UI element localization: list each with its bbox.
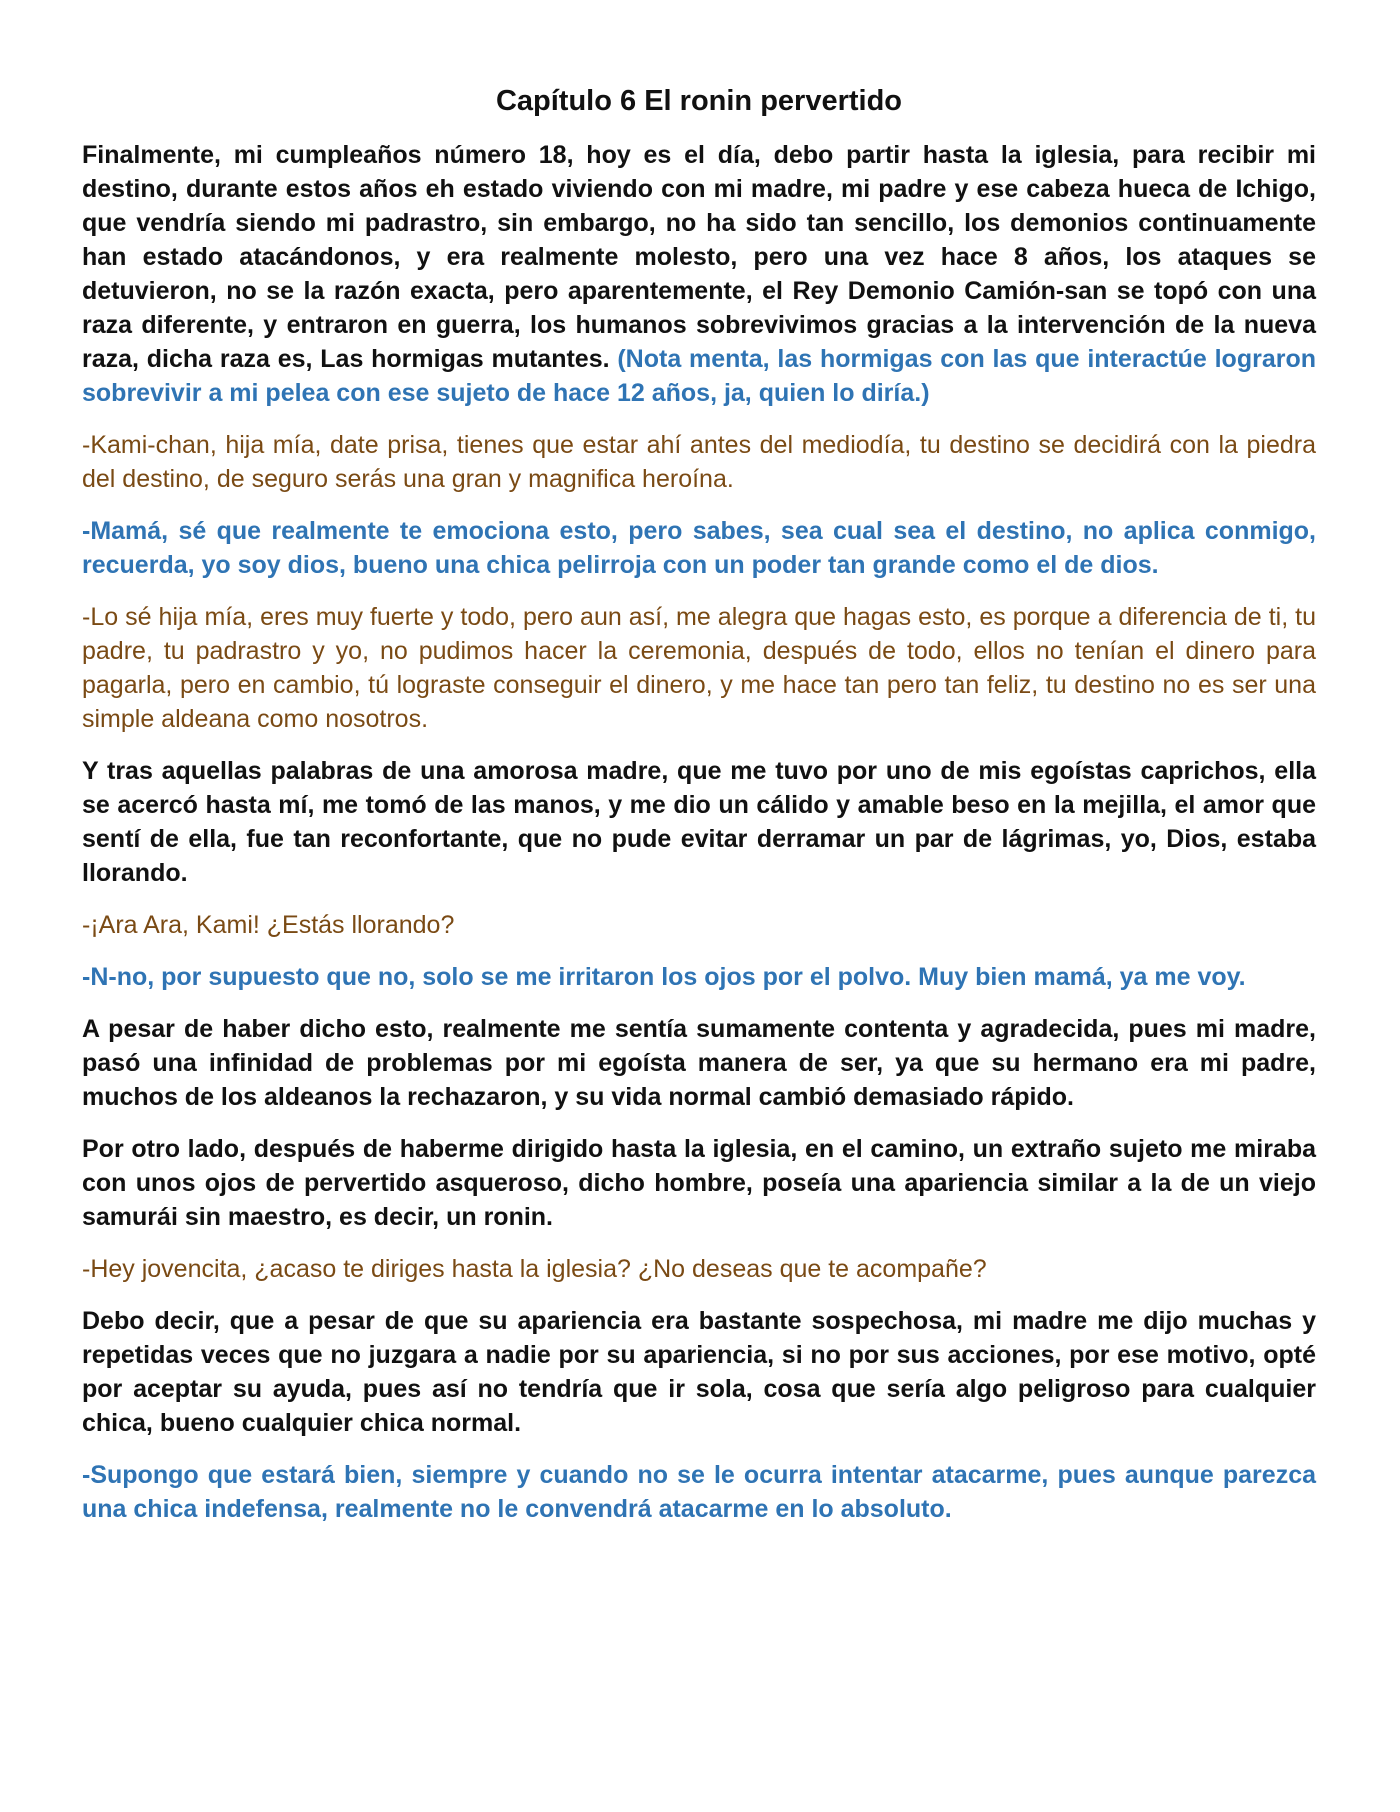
narration-text: Finalmente, mi cumpleaños número 18, hoy es el día, debo partir hasta la iglesia, para recibir mi destino, durante estos años eh estado viviendo con mi madre, mi padre y ese cabeza hueca de Ichigo, que vendría siendo mi padrastro, sin embargo, no ha sido tan sencillo, los demonios continuamente han estado atacándonos, y era realmente molesto, pero una vez hace 8 años, los ataques se detuvieron, no se la razón exacta, pero aparentemente, el Rey Demonio Camión-san se topó con una raza diferente, y entraron en guerra, los humanos sobrevivimos gracias a la intervención de la nueva raza, dicha raza es, Las hormigas mutantes. (82, 141, 1316, 373)
ronin-dialogue: -Hey jovencita, ¿acaso te diriges hasta la iglesia? ¿No deseas que te acompañe? (82, 1255, 987, 1283)
narration-paragraph: Debo decir, que a pesar de que su apariencia era bastante sospechosa, mi madre me dijo muchas y repetidas veces que no juzgara a nadie por su apariencia, si no por sus acciones, por ese motivo, opté por aceptar su ayuda, pues así no tendría que ir sola, cosa que sería algo peligroso para cualquier chica, bueno cualquier chica normal. (82, 1307, 1316, 1437)
author-note: (Nota menta, las hormigas con las que interactúe lograron sobrevivir a mi pelea con ese sujeto de hace 12 años, ja, quien lo diría.) (82, 345, 1316, 407)
kami-dialogue: -Mamá, sé que realmente te emociona esto, pero sabes, sea cual sea el destino, no aplica conmigo, recuerda, yo soy dios, bueno una chica pelirroja con un poder tan grande como el de dios. (82, 517, 1316, 579)
chapter-title: Capítulo 6 El ronin pervertido (495, 85, 903, 117)
kami-dialogue: -Supongo que estará bien, siempre y cuando no se le ocurra intentar atacarme, pues aunque parezca una chica indefensa, realmente no le convendrá atacarme en lo absoluto. (82, 1461, 1316, 1523)
narration-paragraph: Y tras aquellas palabras de una amorosa madre, que me tuvo por uno de mis egoístas caprichos, ella se acercó hasta mí, me tomó de las manos, y me dio un cálido y amable beso en la mejilla, el amor que sentí de ella, fue tan reconfortante, que no pude evitar derramar un par de lágrimas, yo, Dios, estaba llorando. (82, 757, 1316, 887)
mother-dialogue: -Lo sé hija mía, eres muy fuerte y todo, pero aun así, me alegra que hagas esto, es porque a diferencia de ti, tu padre, tu padrastro y yo, no pudimos hacer la ceremonia, después de todo, ellos no tenían el dinero para pagarla, pero en cambio, tú lograste conseguir el dinero, y me hace tan pero tan feliz, tu destino no es ser una simple aldeana como nosotros. (82, 603, 1316, 733)
narration-paragraph (82, 138, 1316, 410)
kami-dialogue: -N-no, por supuesto que no, solo se me irritaron los ojos por el polvo. Muy bien mamá, ya me voy. (82, 963, 1246, 991)
narration-paragraph: A pesar de haber dicho esto, realmente me sentía sumamente contenta y agradecida, pues mi madre, pasó una infinidad de problemas por mi egoísta manera de ser, ya que su hermano era mi padre, muchos de los aldeanos la rechazaron, y su vida normal cambió demasiado rápido. (82, 1015, 1316, 1111)
document-body (82, 80, 1316, 1544)
mother-dialogue: -Kami-chan, hija mía, date prisa, tienes que estar ahí antes del mediodía, tu destino se decidirá con la piedra del destino, de seguro serás una gran y magnifica heroína. (82, 431, 1316, 493)
mother-dialogue: -¡Ara Ara, Kami! ¿Estás llorando? (82, 911, 455, 939)
narration-paragraph: Por otro lado, después de haberme dirigido hasta la iglesia, en el camino, un extraño sujeto me miraba con unos ojos de pervertido asqueroso, dicho hombre, poseía una apariencia similar a la de un viejo samurái sin maestro, es decir, un ronin. (82, 1135, 1316, 1231)
